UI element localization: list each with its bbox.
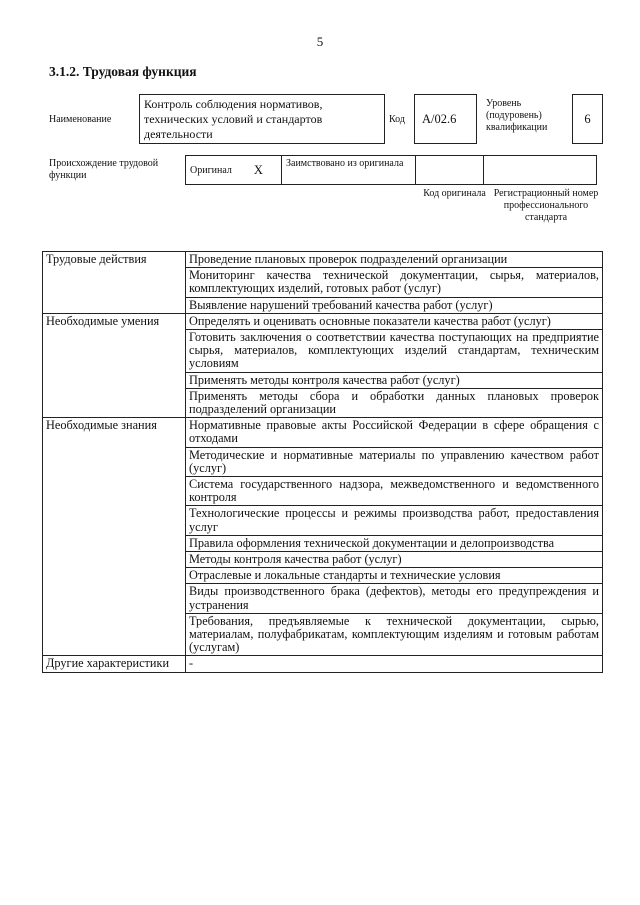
origin-row [185, 155, 597, 185]
section-title: 3.1.2. Трудовая функция [49, 64, 197, 79]
item-cell: Технологические процессы и режимы производства работ, предоставления услуг [186, 506, 603, 535]
origin-original-cell [185, 155, 282, 185]
level-value: 6 [572, 94, 603, 144]
item-cell: Система государственного надзора, межведомственного и ведомственного контроля [186, 477, 603, 506]
registration-number-cell [483, 155, 597, 185]
item-cell: Отраслевые и локальные стандарты и технические условия [186, 568, 603, 584]
category-cell: Трудовые действия [43, 252, 186, 314]
table-row [43, 656, 603, 672]
registration-caption: Регистрационный номер профессионального стандарта [493, 188, 599, 223]
item-cell: Правила оформления технической документации и делопроизводства [186, 535, 603, 551]
item-cell: Виды производственного брака (дефектов), методы его предупреждения и устранения [186, 584, 603, 613]
category-cell: Необходимые знания [43, 418, 186, 656]
item-cell: Применять методы сбора и обработки данных плановых проверок подразделений организации [186, 388, 603, 417]
item-cell: Выявление нарушений требований качества работ (услуг) [186, 297, 603, 313]
item-cell: Применять методы контроля качества работ (услуг) [186, 372, 603, 388]
item-cell: Проведение плановых проверок подразделений организации [186, 252, 603, 268]
item-cell: Нормативные правовые акты Российской Федерации в сфере обращения с отходами [186, 418, 603, 447]
original-mark: X [253, 162, 263, 177]
item-cell: Методы контроля качества работ (услуг) [186, 552, 603, 568]
item-cell: Методические и нормативные материалы по управлению качеством работ (услуг) [186, 447, 603, 476]
borrowed-label: Заимствовано из оригинала [281, 155, 416, 185]
original-code-cell [415, 155, 484, 185]
code-value: A/02.6 [414, 94, 477, 144]
item-cell: Готовить заключения о соответствии качества поступающих на предприятие сырья, материалов, комплектующих изделий стандартам, техническим условиям [186, 330, 603, 373]
table-row [43, 313, 603, 329]
category-cell: Необходимые умения [43, 313, 186, 417]
function-name-value: Контроль соблюдения нормативов, технических условий и стандартов деятельности [139, 94, 385, 144]
original-label: Оригинал [190, 164, 232, 176]
level-label: Уровень (подуровень) квалификации [486, 98, 548, 133]
code-label: Код [389, 114, 405, 125]
table-row [43, 252, 603, 268]
table-row [43, 418, 603, 447]
item-cell: Определять и оценивать основные показатели качества работ (услуг) [186, 313, 603, 329]
item-cell: Требования, предъявляемые к технической документации, сырью, материалам, полуфабрикатам, комплектующим изделиям и готовым работам (услугам) [186, 613, 603, 656]
name-label: Наименование [49, 114, 112, 125]
category-cell: Другие характеристики [43, 656, 186, 672]
item-cell: Мониторинг качества технической документации, сырья, материалов, комплектующих изделий, готовых работ (услуг) [186, 268, 603, 297]
item-cell: - [186, 656, 603, 672]
functions-table [42, 251, 603, 673]
page-number: 5 [316, 34, 324, 49]
code-caption: Код оригинала [423, 188, 486, 199]
origin-label: Происхождение трудовой функции [49, 158, 159, 181]
